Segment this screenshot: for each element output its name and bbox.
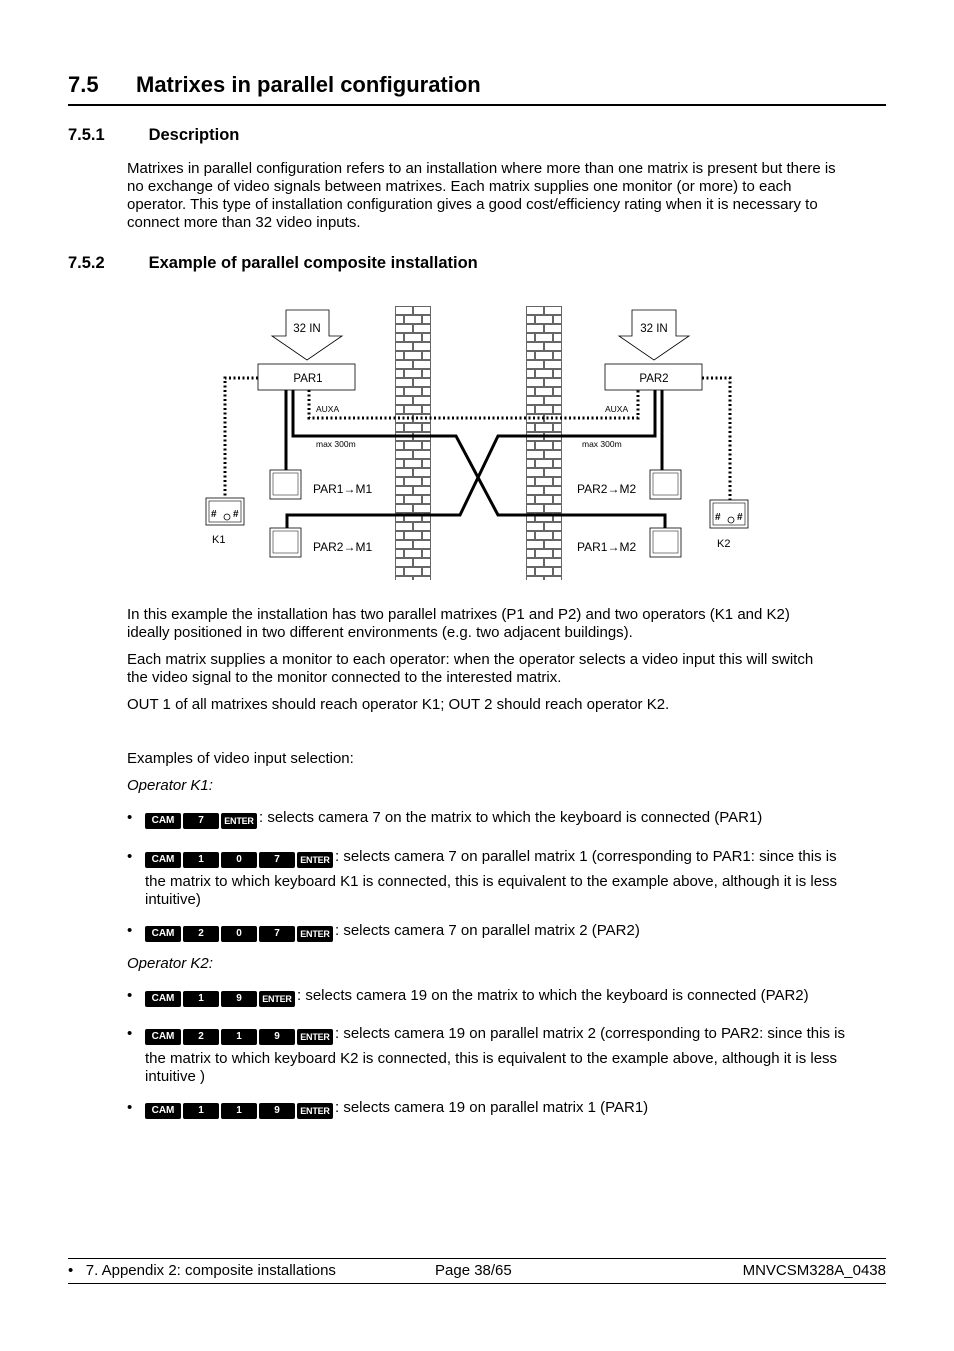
subsection-number: 7.5.1 bbox=[68, 126, 105, 144]
text-line: the video signal to the monitor connected to the interested matrix. bbox=[127, 669, 562, 686]
bullet-item bbox=[127, 848, 889, 908]
bullet-item bbox=[127, 809, 889, 829]
bullet-text: intuitive) bbox=[145, 891, 201, 908]
bullet-text: : selects camera 19 on parallel matrix 1 (PAR1) bbox=[335, 1099, 649, 1116]
bullet-dot: • bbox=[127, 1025, 133, 1042]
monitor-par1-m2 bbox=[650, 528, 681, 557]
bullet-item bbox=[127, 1099, 889, 1119]
key-digit: 9 bbox=[221, 991, 257, 1007]
monitor-label-par2-m1: PAR2→M1 bbox=[313, 540, 373, 554]
bullet-item bbox=[127, 987, 889, 1007]
key-cam: CAM bbox=[145, 926, 181, 942]
key-digit: 7 bbox=[259, 852, 295, 868]
key-cam: CAM bbox=[145, 991, 181, 1007]
page-footer bbox=[68, 1258, 886, 1284]
monitor-label-par1-m1: PAR1→M1 bbox=[313, 482, 373, 496]
explanation-paragraph-2 bbox=[127, 651, 889, 687]
bullet-text: : selects camera 7 on the matrix to which the keyboard is connected (PAR1) bbox=[259, 809, 763, 826]
bullet-dot: • bbox=[127, 809, 133, 826]
subsection-title: Example of parallel composite installation bbox=[144, 254, 478, 272]
input-arrow-left bbox=[272, 310, 342, 360]
keyboard-k2-label: K2 bbox=[717, 538, 731, 550]
wall-right bbox=[526, 306, 562, 580]
key-sequence bbox=[145, 1103, 333, 1119]
distance-label-left: max 300m bbox=[316, 439, 356, 449]
keyboard-link-k1 bbox=[225, 378, 258, 498]
key-digit: 7 bbox=[183, 813, 219, 829]
distance-label-right: max 300m bbox=[582, 439, 622, 449]
text-line: ideally positioned in two different environments (e.g. two adjacent buildings). bbox=[127, 624, 633, 641]
text-line: In this example the installation has two parallel matrixes (P1 and P2) and two operators (K1 and K2) bbox=[127, 606, 790, 623]
key-cam: CAM bbox=[145, 852, 181, 868]
key-digit: 0 bbox=[221, 926, 257, 942]
keyboard-k2-icon bbox=[710, 500, 748, 528]
auxa-link bbox=[309, 390, 638, 418]
input-arrow-right bbox=[619, 310, 689, 360]
key-digit: 1 bbox=[183, 852, 219, 868]
keyboard-k1-label: K1 bbox=[212, 534, 226, 546]
section-title: Matrixes in parallel configuration bbox=[136, 72, 481, 97]
monitor-label-par2-m2: PAR2→M2 bbox=[577, 482, 637, 496]
subsection-number: 7.5.2 bbox=[68, 254, 105, 272]
footer-page-number: Page 38/65 bbox=[435, 1262, 512, 1279]
keyboard-link-k2 bbox=[702, 378, 730, 500]
monitor-label-par1-m2: PAR1→M2 bbox=[577, 540, 637, 554]
footer-doc-code: MNVCSM328A_0438 bbox=[742, 1262, 886, 1279]
wall-left bbox=[395, 306, 431, 580]
explanation-paragraph-3: OUT 1 of all matrixes should reach operator K1; OUT 2 should reach operator K2. bbox=[127, 696, 670, 713]
bullet-text: the matrix to which keyboard K2 is connected, this is equivalent to the example above, although it is less bbox=[145, 1050, 838, 1067]
bullet-item bbox=[127, 922, 889, 942]
key-enter: ENTER bbox=[297, 926, 333, 942]
monitor-par2-m1 bbox=[270, 528, 301, 557]
bullet-dot: • bbox=[127, 987, 133, 1004]
key-enter: ENTER bbox=[221, 813, 257, 829]
auxa-label-left: AUXA bbox=[316, 404, 340, 414]
key-digit: 1 bbox=[183, 1103, 219, 1119]
input-label-right: 32 IN bbox=[640, 323, 668, 335]
key-digit: 7 bbox=[259, 926, 295, 942]
svg-text:#: # bbox=[715, 512, 721, 523]
bullet-dot: • bbox=[127, 922, 133, 939]
key-sequence bbox=[145, 1029, 333, 1045]
svg-text:#: # bbox=[233, 509, 239, 520]
key-digit: 2 bbox=[183, 1029, 219, 1045]
svg-text:#: # bbox=[737, 512, 743, 523]
monitor-par1-m1 bbox=[270, 470, 301, 499]
text-line: operator. This type of installation configuration gives a good cost/efficiency rating when it is necessary to bbox=[127, 196, 818, 213]
key-enter: ENTER bbox=[259, 991, 295, 1007]
key-sequence bbox=[145, 813, 257, 829]
bullet-text: intuitive ) bbox=[145, 1068, 206, 1085]
key-sequence bbox=[145, 852, 333, 868]
key-cam: CAM bbox=[145, 1103, 181, 1119]
key-enter: ENTER bbox=[297, 1029, 333, 1045]
operator-k1-label: Operator K1: bbox=[127, 777, 213, 794]
bullet-text: : selects camera 19 on the matrix to which the keyboard is connected (PAR2) bbox=[297, 987, 809, 1004]
key-digit: 9 bbox=[259, 1103, 295, 1119]
text-line: Each matrix supplies a monitor to each operator: when the operator selects a video input this will switch bbox=[127, 651, 814, 668]
par2-out1-line bbox=[287, 390, 655, 528]
key-cam: CAM bbox=[145, 1029, 181, 1045]
matrix-par1-label: PAR1 bbox=[293, 373, 323, 385]
key-sequence bbox=[145, 991, 295, 1007]
matrix-par2-label: PAR2 bbox=[639, 373, 669, 385]
key-cam: CAM bbox=[145, 813, 181, 829]
input-label-left: 32 IN bbox=[293, 323, 321, 335]
section-number: 7.5 bbox=[68, 72, 99, 97]
bullet-text: : selects camera 7 on parallel matrix 1 (corresponding to PAR1: since this is bbox=[335, 848, 837, 865]
bullet-dot: • bbox=[127, 1099, 133, 1116]
subsection-title: Description bbox=[144, 126, 240, 144]
key-digit: 1 bbox=[221, 1029, 257, 1045]
monitor-par2-m2 bbox=[650, 470, 681, 499]
text-line: connect more than 32 video inputs. bbox=[127, 214, 361, 231]
key-digit: 1 bbox=[221, 1103, 257, 1119]
parallel-installation-diagram bbox=[0, 0, 954, 600]
bullet-text: the matrix to which keyboard K1 is connected, this is equivalent to the example above, although it is less bbox=[145, 873, 838, 890]
footer-chapter: • 7. Appendix 2: composite installations bbox=[68, 1262, 336, 1279]
bullet-item bbox=[127, 1025, 889, 1085]
bullet-text: : selects camera 7 on parallel matrix 2 (PAR2) bbox=[335, 922, 640, 939]
key-sequence bbox=[145, 926, 333, 942]
bullet-dot: • bbox=[127, 848, 133, 865]
key-enter: ENTER bbox=[297, 852, 333, 868]
key-digit: 0 bbox=[221, 852, 257, 868]
key-digit: 1 bbox=[183, 991, 219, 1007]
text-line: no exchange of video signals between matrixes. Each matrix supplies one monitor (or more) to each bbox=[127, 178, 792, 195]
explanation-paragraph-1 bbox=[127, 606, 889, 642]
examples-intro: Examples of video input selection: bbox=[127, 750, 354, 767]
key-digit: 9 bbox=[259, 1029, 295, 1045]
auxa-label-right: AUXA bbox=[605, 404, 629, 414]
key-digit: 2 bbox=[183, 926, 219, 942]
operator-k2-label: Operator K2: bbox=[127, 955, 213, 972]
text-line: Matrixes in parallel configuration refers to an installation where more than one matrix is present but there is bbox=[127, 160, 836, 177]
bullet-text: : selects camera 19 on parallel matrix 2 (corresponding to PAR2: since this is bbox=[335, 1025, 845, 1042]
key-enter: ENTER bbox=[297, 1103, 333, 1119]
svg-text:#: # bbox=[211, 509, 217, 520]
keyboard-k1-icon bbox=[206, 498, 244, 525]
